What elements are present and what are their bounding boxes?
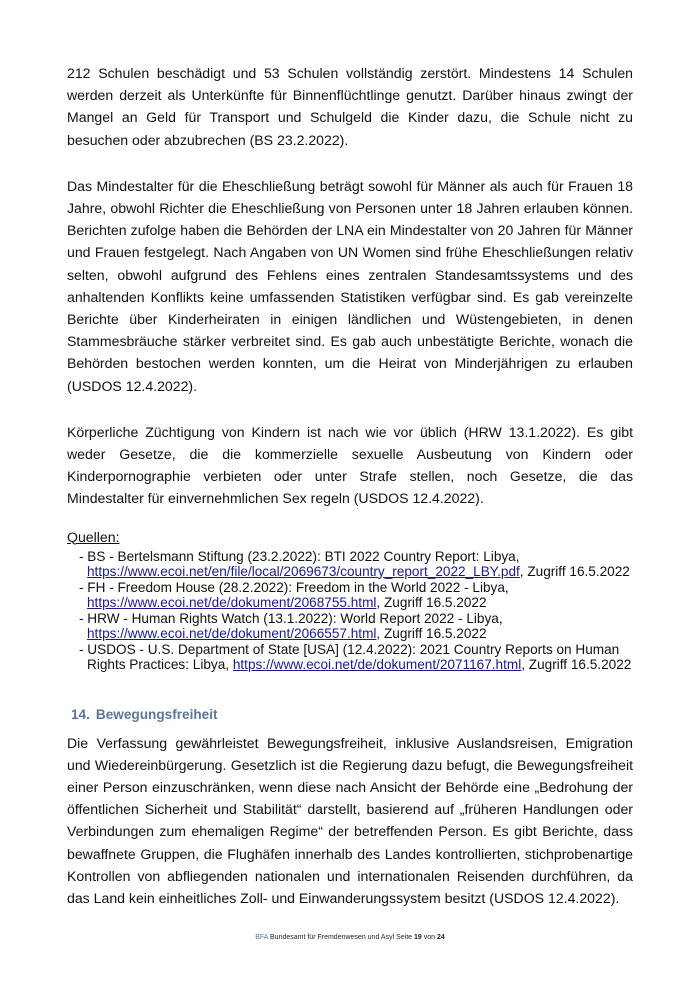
source-text: - HRW - Human Rights Watch (13.1.2022): World Report 2022 - Libya,	[79, 610, 503, 626]
source-suffix: , Zugriff 16.5.2022	[521, 656, 632, 672]
bfa-logo-text: BFA	[255, 934, 269, 941]
footer-org: Bundesamt für Fremdenwesen und Asyl Seite	[268, 934, 414, 941]
paragraph-schools: 212 Schulen beschädigt und 53 Schulen vollständig zerstört. Mindestens 14 Schulen werden derzeit als Unterkünfte für Binnenflüchtlinge genutzt. Darüber hinaus zwingt der Mangel an Geld für Transport und Schulgeld die Kinder dazu, die Schule nicht zu besuchen oder abzubrechen (BS 23.2.2022).	[67, 65, 633, 148]
section-number: 14.	[71, 706, 90, 722]
source-text: - FH - Freedom House (28.2.2022): Freedom in the World 2022 - Libya,	[79, 579, 509, 595]
source-text: - BS - Bertelsmann Stiftung (23.2.2022): BTI 2022 Country Report: Libya,	[79, 548, 520, 564]
source-item	[67, 580, 633, 610]
source-item	[67, 611, 633, 641]
source-suffix: , Zugriff 16.5.2022	[519, 563, 630, 579]
section-heading	[71, 706, 633, 724]
source-suffix: , Zugriff 16.5.2022	[376, 594, 487, 610]
source-link[interactable]: https://www.ecoi.net/de/dokument/2071167.html	[232, 656, 522, 672]
footer-page-number: 19	[413, 934, 422, 941]
sources-list	[67, 549, 633, 672]
paragraph-corporal-punishment: Körperliche Züchtigung von Kindern ist nach wie vor üblich (HRW 13.1.2022). Es gibt weder Gesetze, die die kommerzielle sexuelle Ausbeutung von Kindern oder Kinderpornographie verbieten oder unter Strafe stellen, noch Gesetze, die das Mindestalter für einvernehmlichen Sex regeln (USDOS 12.4.2022).	[67, 423, 633, 507]
source-item	[67, 642, 633, 672]
document-page	[67, 62, 633, 909]
source-item	[67, 549, 633, 579]
paragraph-freedom-of-movement: Die Verfassung gewährleistet Bewegungsfreiheit, inklusive Auslandsreisen, Emigration und Wiedereinbürgerung. Gesetzlich ist die Regierung dazu befugt, die Bewegungsfreiheit einer Person einzuschränken, wenn diese nach Ansicht der Behörde eine „Bedrohung der öffentlichen Sicherheit und Stabilität“ darstellt, basierend auf „früheren Handlungen oder Verbindungen zum ehemaligen Regime“ der betreffenden Person. Es gibt Berichte, dass bewaffnete Gruppen, die Flughäfen innerhalb des Landes kontrollierten, stichprobenartige Kontrollen von abfliegenden nationalen und internationalen Reisenden durchführen, da das Land kein einheitliches Zoll- und Einwanderungssystem besitzt (USDOS 12.4.2022).	[67, 734, 633, 907]
footer-of: von	[421, 934, 437, 941]
page-footer	[0, 933, 700, 943]
source-link[interactable]: https://www.ecoi.net/en/file/local/2069673/country_report_2022_LBY.pdf	[87, 563, 520, 579]
source-text: - USDOS - U.S. Department of State [USA] (12.4.2022): 2021 Country Reports on Human Rights Practices: Libya,	[79, 641, 620, 672]
section-title: Bewegungsfreiheit	[95, 706, 218, 722]
footer-page-total: 24	[436, 934, 445, 941]
paragraph-marriage-age: Das Mindestalter für die Eheschließung beträgt sowohl für Männer als auch für Frauen 18 Jahre, obwohl Richter die Eheschließung von Personen unter 18 Jahren erlauben können. Berichten zufolge haben die Behörden der LNA ein Mindestalter von 20 Jahren für Männer und Frauen festgelegt. Nach Angaben von UN Women sind frühe Eheschließungen relativ selten, obwohl aufgrund des Fehlens eines zentralen Standesamtssystems und des anhaltenden Konflikts keine umfassenden Statistiken verfügbar sind. Es gab vereinzelte Berichte über Kinderheiraten in einigen ländlichen und Wüstengebieten, in denen Stammesbräuche stärker verbreitet sind. Es gab auch unbestätigte Berichte, wonach die Behörden bestochen werden konnten, um die Heirat von Minderjährigen zu erlauben (USDOS 12.4.2022).	[67, 177, 633, 394]
source-link[interactable]: https://www.ecoi.net/de/dokument/2068755.html	[87, 594, 377, 610]
source-link[interactable]: https://www.ecoi.net/de/dokument/2066557.html	[87, 625, 377, 641]
sources-heading: Quellen:	[67, 528, 120, 545]
source-suffix: , Zugriff 16.5.2022	[376, 625, 487, 641]
